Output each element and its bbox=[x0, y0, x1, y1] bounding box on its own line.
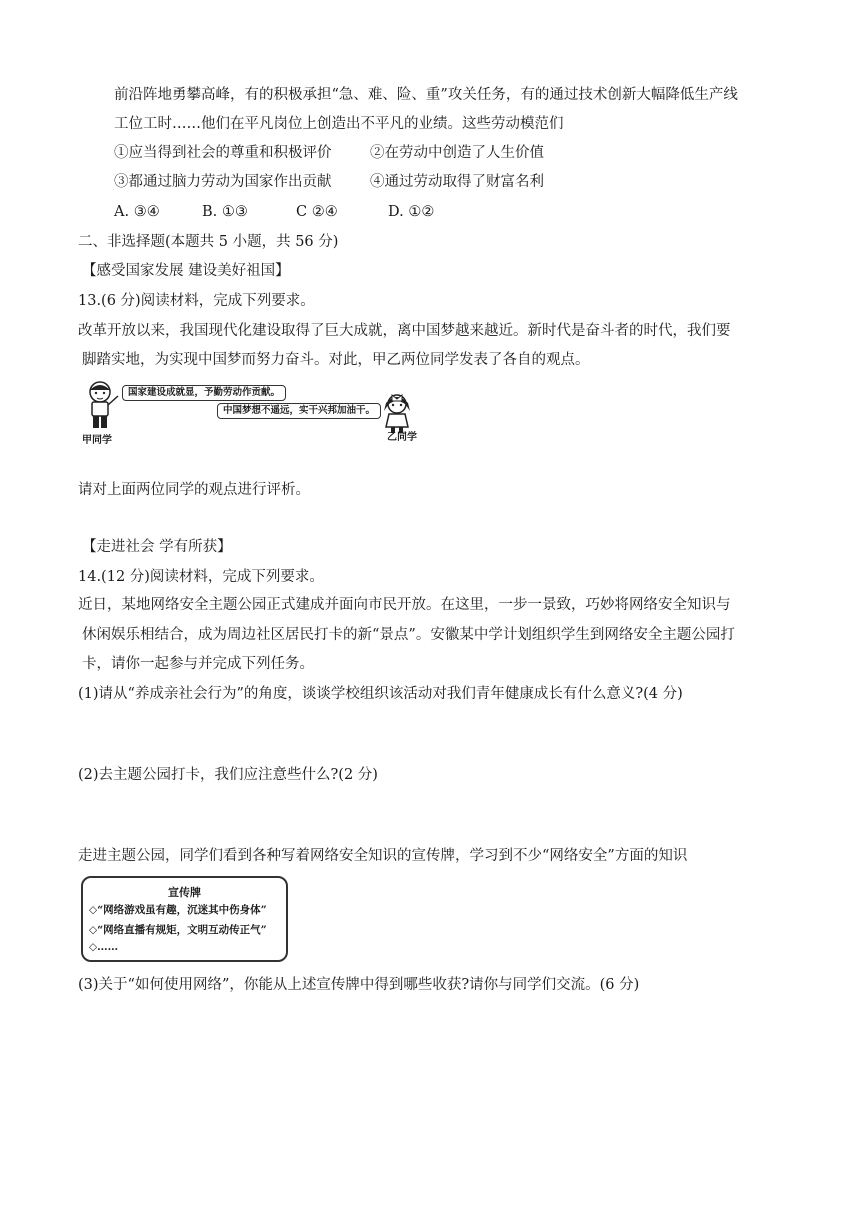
q14-subquestion-2: (2)去主题公园打卡，我们应注意些什么?(2 分) bbox=[78, 767, 378, 783]
q12-option-a: A. ③④ bbox=[114, 204, 160, 220]
girl-figure bbox=[378, 393, 416, 433]
q14-para-line3: 卡，请你一起参与并完成下列任务。 bbox=[82, 656, 314, 672]
q14-para-line4: 走进主题公园，同学们看到各种写着网络安全知识的宣传牌，学习到不少“网络安全”方面的知识 bbox=[78, 848, 688, 864]
q14-subquestion-1: (1)请从“养成亲社会行为”的角度，谈谈学校组织该活动对我们青年健康成长有什么意义?(4 分) bbox=[78, 686, 683, 702]
q12-statement-4: ④通过劳动取得了财富名利 bbox=[370, 174, 544, 190]
board-item-1: ◇“网络游戏虽有趣，沉迷其中伤身体” bbox=[89, 904, 267, 916]
q12-option-b: B. ①③ bbox=[202, 204, 248, 220]
boy-figure bbox=[80, 380, 124, 432]
board-item-2: ◇“网络直播有规矩，文明互动传正气” bbox=[89, 924, 267, 936]
q12-statement-1: ①应当得到社会的尊重和积极评价 bbox=[114, 145, 332, 161]
q13-para-line1: 改革开放以来，我国现代化建设取得了巨大成就，离中国梦越来越近。新时代是奋斗者的时代，我们要 bbox=[78, 323, 731, 339]
q14-subquestion-3: (3)关于“如何使用网络”，你能从上述宣传牌中得到哪些收获?请你与同学们交流。(6 分) bbox=[78, 977, 640, 993]
label-student-a: 甲同学 bbox=[82, 435, 112, 446]
q12-statement-2: ②在劳动中创造了人生价值 bbox=[370, 145, 544, 161]
q12-option-d: D. ①② bbox=[388, 204, 435, 220]
q14-section-title: 【走进社会 学有所获】 bbox=[82, 539, 232, 555]
board-title: 宣传牌 bbox=[168, 886, 201, 899]
q12-text-line1: 前沿阵地勇攀高峰，有的积极承担“急、难、险、重”攻关任务，有的通过技术创新大幅降低生产线 bbox=[114, 87, 738, 103]
q13-section-title: 【感受国家发展 建设美好祖国】 bbox=[82, 263, 290, 279]
q13-illustration bbox=[80, 380, 420, 445]
q13-question: 请对上面两位同学的观点进行评析。 bbox=[78, 482, 310, 498]
q14-para-line2: 休闲娱乐相结合，成为周边社区居民打卡的新“景点”。安徽某中学计划组织学生到网络安全主题公园打 bbox=[82, 627, 735, 643]
q13-stem: 13.(6 分)阅读材料，完成下列要求。 bbox=[78, 293, 315, 309]
q12-text-line2: 工位工时……他们在平凡岗位上创造出不平凡的业绩。这些劳动模范们 bbox=[114, 116, 564, 132]
label-student-b: 乙同学 bbox=[387, 432, 417, 443]
speech-bubble-b: 中国梦想不遥远，实干兴邦加油干。 bbox=[217, 403, 381, 419]
q12-statement-3: ③都通过脑力劳动为国家作出贡献 bbox=[114, 174, 332, 190]
part2-heading: 二、非选择题(本题共 5 小题，共 56 分) bbox=[78, 234, 339, 250]
q13-para-line2: 脚踏实地，为实现中国梦而努力奋斗。对此，甲乙两位同学发表了各自的观点。 bbox=[82, 352, 590, 368]
q12-option-c: C ②④ bbox=[296, 204, 338, 220]
q14-stem: 14.(12 分)阅读材料，完成下列要求。 bbox=[78, 569, 324, 585]
publicity-board bbox=[81, 876, 288, 962]
board-item-3: ◇…… bbox=[89, 941, 119, 953]
speech-bubble-a: 国家建设成就显，予勤劳动作贡献。 bbox=[122, 385, 286, 401]
q14-para-line1: 近日，某地网络安全主题公园正式建成并面向市民开放。在这里，一步一景致，巧妙将网络安全知识与 bbox=[78, 597, 731, 613]
